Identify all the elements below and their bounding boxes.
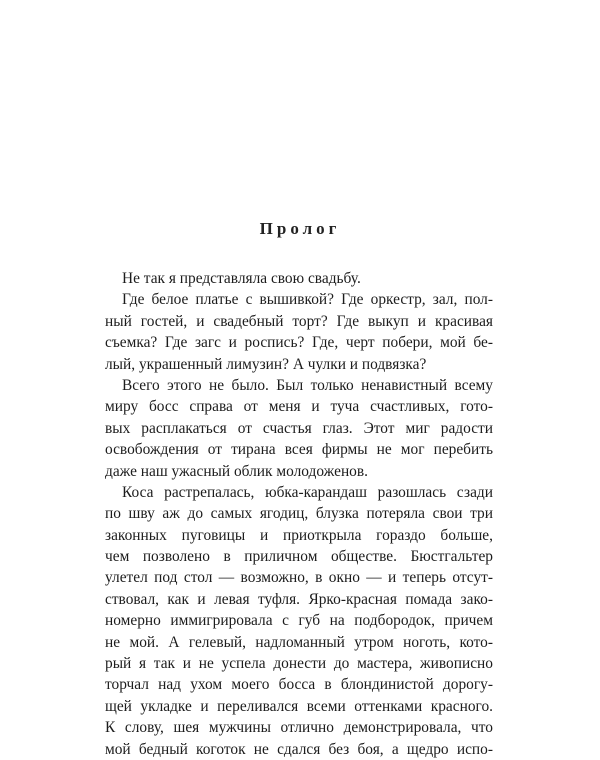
text-line: Где белое платье с вышивкой? Где оркестр, зал, пол- (122, 291, 493, 309)
text-line: вых расплакаться от счастья глаз. Этот миг радости (105, 419, 493, 437)
text-line: даже наш ужасный облик молодоженов. (105, 462, 368, 480)
text-line: ный гостей, и свадебный торт? Где выкуп и красивая (105, 312, 493, 330)
text-line: съемка? Где загс и роспись? Где, черт побери, мой бе- (105, 334, 493, 352)
text-line: не мой. А гелевый, надломанный утром ноготь, кото- (105, 633, 493, 651)
text-line: по шву аж до самых ягодиц, блузка потеряла свои три (105, 505, 493, 523)
text-line: законных пуговицы и приоткрыла гораздо больше, (105, 526, 493, 544)
text-line: миру босс справа от меня и туча счастливых, гото- (105, 398, 493, 416)
text-line: рый я так и не успела донести до мастера, живописно (105, 655, 493, 673)
text-line: щей укладке и переливался всеми оттенками красного. (105, 697, 493, 715)
text-line: освобождения от тирана всея фирмы не мог перебить (105, 441, 493, 459)
text-line: Не так я представляла свою свадьбу. (122, 270, 361, 287)
text-line: лый, украшенный лимузин? А чулки и подвязка? (105, 355, 427, 373)
text-line: улетел под стол — возможно, в окно — и теперь отсут- (105, 569, 493, 587)
text-line: Всего этого не было. Был только ненавистный всему (122, 376, 493, 394)
text-line: номерно иммигрировала с губ на подбородок, причем (105, 612, 493, 630)
text-line: мой бедный коготок не сдался без боя, а щедро испо- (105, 740, 493, 758)
text-line: ствовал, как и левая туфля. Ярко-красная помада зако- (105, 590, 493, 608)
text-line: К слову, шея мужчины отлично демонстрировала, что (105, 719, 493, 737)
text-line: чем позволено в приличном обществе. Бюстгальтер (105, 548, 493, 566)
chapter-title: Пролог (259, 219, 341, 238)
body-text (105, 268, 493, 760)
text-line: Коса растрепалась, юбка-карандаш разошлась сзади (122, 483, 493, 501)
text-line: торчал над ухом моего босса в блондинистой дорогу- (105, 676, 493, 694)
